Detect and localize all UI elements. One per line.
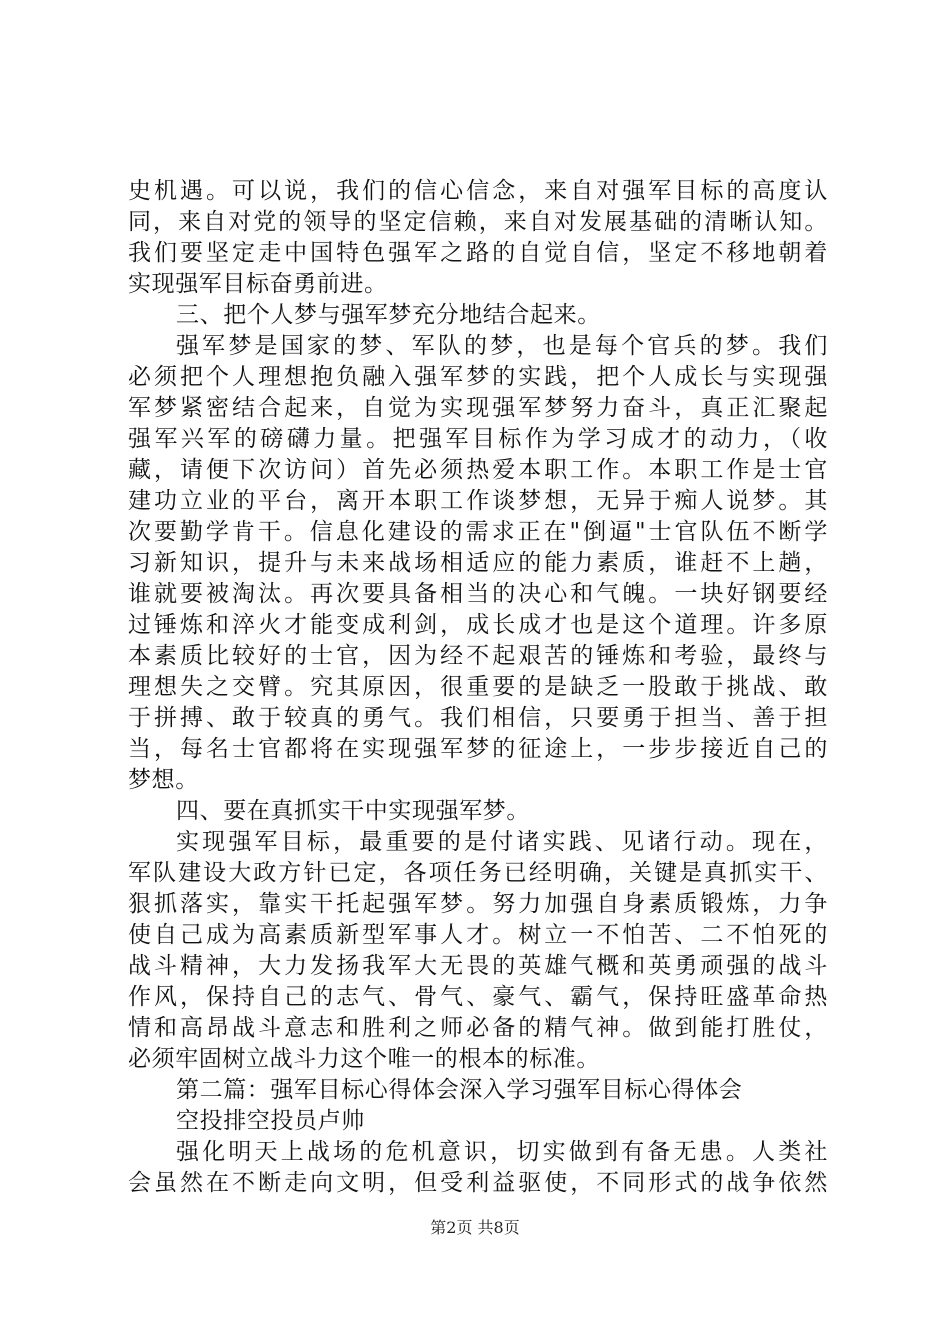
text-line: 狠抓落实，靠实干托起强军梦。努力加强自身素质锻炼，力争 [128,891,828,917]
page-footer: 第2页 共8页 [430,1218,520,1237]
document-body [128,176,828,1199]
text-line: 使自己成为高素质新型军事人才。树立一不怕苦、二不怕死的 [128,922,828,948]
text-line: 强军兴军的磅礴力量。把强军目标作为学习成才的动力，（收 [128,426,828,452]
text-line: 强化明天上战场的危机意识，切实做到有备无患。人类社 [176,1139,828,1165]
text-line: 实现强军目标奋勇前进。 [128,271,388,297]
text-line: 强军梦是国家的梦、军队的梦，也是每个官兵的梦。我们 [176,333,828,359]
text-line: 会虽然在不断走向文明，但受利益驱使，不同形式的战争依然 [128,1170,828,1196]
text-line: 空投排空投员卢帅 [176,1108,365,1134]
text-line: 当，每名士官都将在实现强军梦的征途上，一步步接近自己的 [128,736,828,762]
text-line: 过锤炼和淬火才能变成利剑，成长成才也是这个道理。许多原 [128,612,828,638]
text-line: 必须把个人理想抱负融入强军梦的实践，把个人成长与实现强 [128,364,828,390]
text-line: 于拼搏、敢于较真的勇气。我们相信，只要勇于担当、善于担 [128,705,828,731]
text-line: 必须牢固树立战斗力这个唯一的根本的标准。 [128,1046,600,1072]
text-line: 梦想。 [128,767,199,793]
text-line: 藏，请便下次访问）首先必须热爱本职工作。本职工作是士官 [128,457,828,483]
text-line: 本素质比较好的士官，因为经不起艰苦的锤炼和考验，最终与 [128,643,828,669]
text-line: 理想失之交臂。究其原因，很重要的是缺乏一股敢于挑战、敢 [128,674,828,700]
text-line: 情和高昂战斗意志和胜利之师必备的精气神。做到能打胜仗， [128,1015,828,1041]
text-line: 同，来自对党的领导的坚定信赖，来自对发展基础的清晰认知。 [128,209,828,235]
text-line: 三、把个人梦与强军梦充分地结合起来。 [176,302,601,328]
text-line: 战斗精神，大力发扬我军大无畏的英雄气概和英勇顽强的战斗 [128,953,828,979]
text-line: 军梦紧密结合起来，自觉为实现强军梦努力奋斗，真正汇聚起 [128,395,828,421]
text-line: 我们要坚定走中国特色强军之路的自觉自信，坚定不移地朝着 [128,240,828,266]
text-line: 四、要在真抓实干中实现强军梦。 [176,798,530,824]
text-line: 次要勤学肯干。信息化建设的需求正在"倒逼"士官队伍不断学 [128,519,828,545]
text-line: 谁就要被淘汰。再次要具备相当的决心和气魄。一块好钢要经 [128,581,828,607]
text-line: 史机遇。可以说，我们的信心信念，来自对强军目标的高度认 [128,178,828,204]
text-line: 习新知识，提升与未来战场相适应的能力素质，谁赶不上趟， [128,550,828,576]
text-line: 建功立业的平台，离开本职工作谈梦想，无异于痴人说梦。其 [128,488,828,514]
text-line: 第二篇：强军目标心得体会深入学习强军目标心得体会 [176,1077,743,1103]
text-line: 实现强军目标，最重要的是付诸实践、见诸行动。现在， [176,829,828,855]
text-line: 作风，保持自己的志气、骨气、豪气、霸气，保持旺盛革命热 [128,984,828,1010]
text-line: 军队建设大政方针已定，各项任务已经明确，关键是真抓实干、 [128,860,828,886]
